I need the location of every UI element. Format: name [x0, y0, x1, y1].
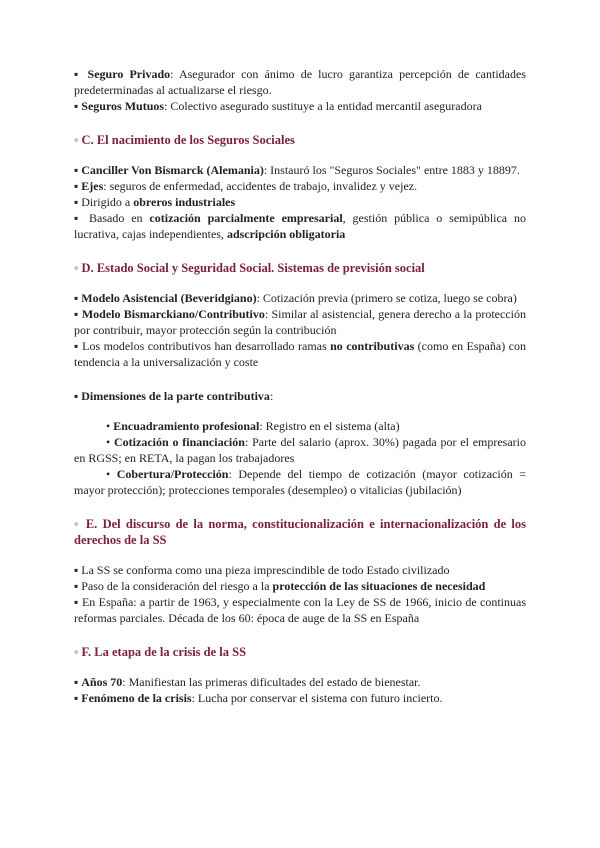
text-encuadramiento: : Registro en el sistema (alta) — [259, 419, 400, 433]
term-no-contributivas: no contributivas — [330, 339, 415, 353]
paragraph-fenomeno — [74, 690, 526, 706]
text-paso-prefix: ▪ Paso de la consideración del riesgo a la — [74, 579, 273, 593]
paragraph-anos70 — [74, 674, 526, 690]
paragraph-cotizacion — [74, 434, 526, 466]
term-seguros-mutuos: Seguros Mutuos — [81, 99, 165, 113]
text-cotizacion: : Parte del salario (aprox. 30%) pagada por el empresario en RGSS; en RETA, la pagan los trabajadores — [74, 435, 527, 465]
section-title-d: ◦ D. Estado Social y Seguridad Social. Sistemas de previsión social — [74, 261, 425, 275]
section-title-f: ◦ F. La etapa de la crisis de la SS — [74, 645, 247, 659]
text-seguro-privado: : Asegurador con ánimo de lucro garantiza percepción de cantidades predeterminadas al actualizarse el riesgo. — [74, 67, 526, 97]
bullet: ▪ — [74, 307, 82, 321]
paragraph-seguro-privado — [74, 66, 526, 98]
text-asistencial: : Cotización previa (primero se cotiza, luego se cobra) — [256, 291, 517, 305]
term-cobertura: Cobertura/Protección — [116, 467, 229, 481]
paragraph-ejes — [74, 178, 526, 194]
bullet: ▪ — [74, 99, 82, 113]
bullet: • — [106, 467, 117, 481]
bullet: ▪ — [74, 691, 82, 705]
paragraph-espana: ▪ En España: a partir de 1963, y especialmente con la Ley de SS de 1966, inicio de continuas reformas parciales. Década de los 60: época de auge de la SS en España — [74, 595, 526, 625]
bullet: ▪ — [74, 179, 82, 193]
text-modelos-suffix: (como en España) con tendencia a la universalización y coste — [74, 339, 526, 369]
term-cotizacion: Cotización o financiación — [114, 435, 245, 449]
section-title-e: ◦ E. Del discurso de la norma, constitucionalización e internacionalización de los derechos de la SS — [74, 517, 526, 547]
bullet: • — [106, 435, 114, 449]
term-asistencial: Modelo Asistencial (Beveridgiano) — [81, 291, 257, 305]
term-encuadramiento: Encuadramiento profesional — [113, 419, 260, 433]
paragraph-seguros-mutuos — [74, 98, 526, 114]
bullet: ▪ — [74, 675, 82, 689]
text-dimensiones: : — [269, 389, 274, 403]
paragraph-bismarck — [74, 162, 526, 178]
text-anos70: : Manifiestan las primeras dificultades del estado de bienestar. — [122, 675, 421, 689]
term-ejes: Ejes — [81, 179, 104, 193]
text-fenomeno: : Lucha por conservar el sistema con futuro incierto. — [191, 691, 443, 705]
term-proteccion-necesidad: protección de las situaciones de necesidad — [272, 579, 486, 593]
term-obreros-industriales: obreros industriales — [133, 195, 236, 209]
bullet: ▪ — [74, 389, 82, 403]
bullet: • — [106, 419, 114, 433]
term-anos70: Años 70 — [81, 675, 123, 689]
term-cotizacion-empresarial: cotización parcialmente empresarial — [149, 211, 343, 225]
paragraph-basado — [74, 210, 526, 242]
text-ejes: : seguros de enfermedad, accidentes de trabajo, invalidez y vejez. — [103, 179, 418, 193]
paragraph-conforma: ▪ La SS se conforma como una pieza imprescindible de todo Estado civilizado — [74, 563, 450, 577]
term-adscripcion: adscripción obligatoria — [226, 227, 346, 241]
text-basado-middle: , gestión pública o semipública no lucrativa, cajas independientes, — [74, 211, 527, 241]
text-cobertura: : Depende del tiempo de cotización (mayor cotización = mayor protección); protecciones temporales (desempleo) o vitalicias (jubilación) — [74, 467, 527, 497]
text-basado-prefix: ▪ Basado en — [74, 211, 150, 225]
text-dirigido-prefix: ▪ Dirigido a — [74, 195, 134, 209]
term-bismarckiano: Modelo Bismarckiano/Contributivo — [81, 307, 265, 321]
paragraph-paso — [74, 578, 526, 594]
paragraph-modelos — [74, 338, 526, 370]
paragraph-dimensiones — [74, 388, 526, 404]
paragraph-encuadramiento — [74, 418, 526, 434]
bullet: ▪ — [74, 163, 82, 177]
term-seguro-privado: Seguro Privado — [87, 67, 171, 81]
term-fenomeno: Fenómeno de la crisis — [81, 691, 192, 705]
paragraph-asistencial — [74, 290, 526, 306]
text-modelos-prefix: ▪ Los modelos contributivos han desarrollado ramas — [74, 339, 331, 353]
term-dimensiones: Dimensiones de la parte contributiva — [81, 389, 270, 403]
bullet: ▪ — [74, 291, 82, 305]
document-page — [74, 66, 526, 706]
paragraph-cobertura — [74, 466, 526, 498]
bullet: ▪ — [74, 67, 88, 81]
paragraph-dirigido — [74, 194, 526, 210]
paragraph-bismarckiano — [74, 306, 526, 338]
text-bismarckiano: : Similar al asistencial, genera derecho a la protección por contribuir, mayor protección según la contribución — [74, 307, 526, 337]
text-bismarck: : Instauró los "Seguros Sociales" entre 1883 y 18897. — [263, 163, 520, 177]
term-bismarck: Canciller Von Bismarck (Alemania) — [81, 163, 264, 177]
text-seguros-mutuos: : Colectivo asegurado sustituye a la entidad mercantil aseguradora — [164, 99, 482, 113]
section-title-c: ◦ C. El nacimiento de los Seguros Sociales — [74, 133, 295, 147]
